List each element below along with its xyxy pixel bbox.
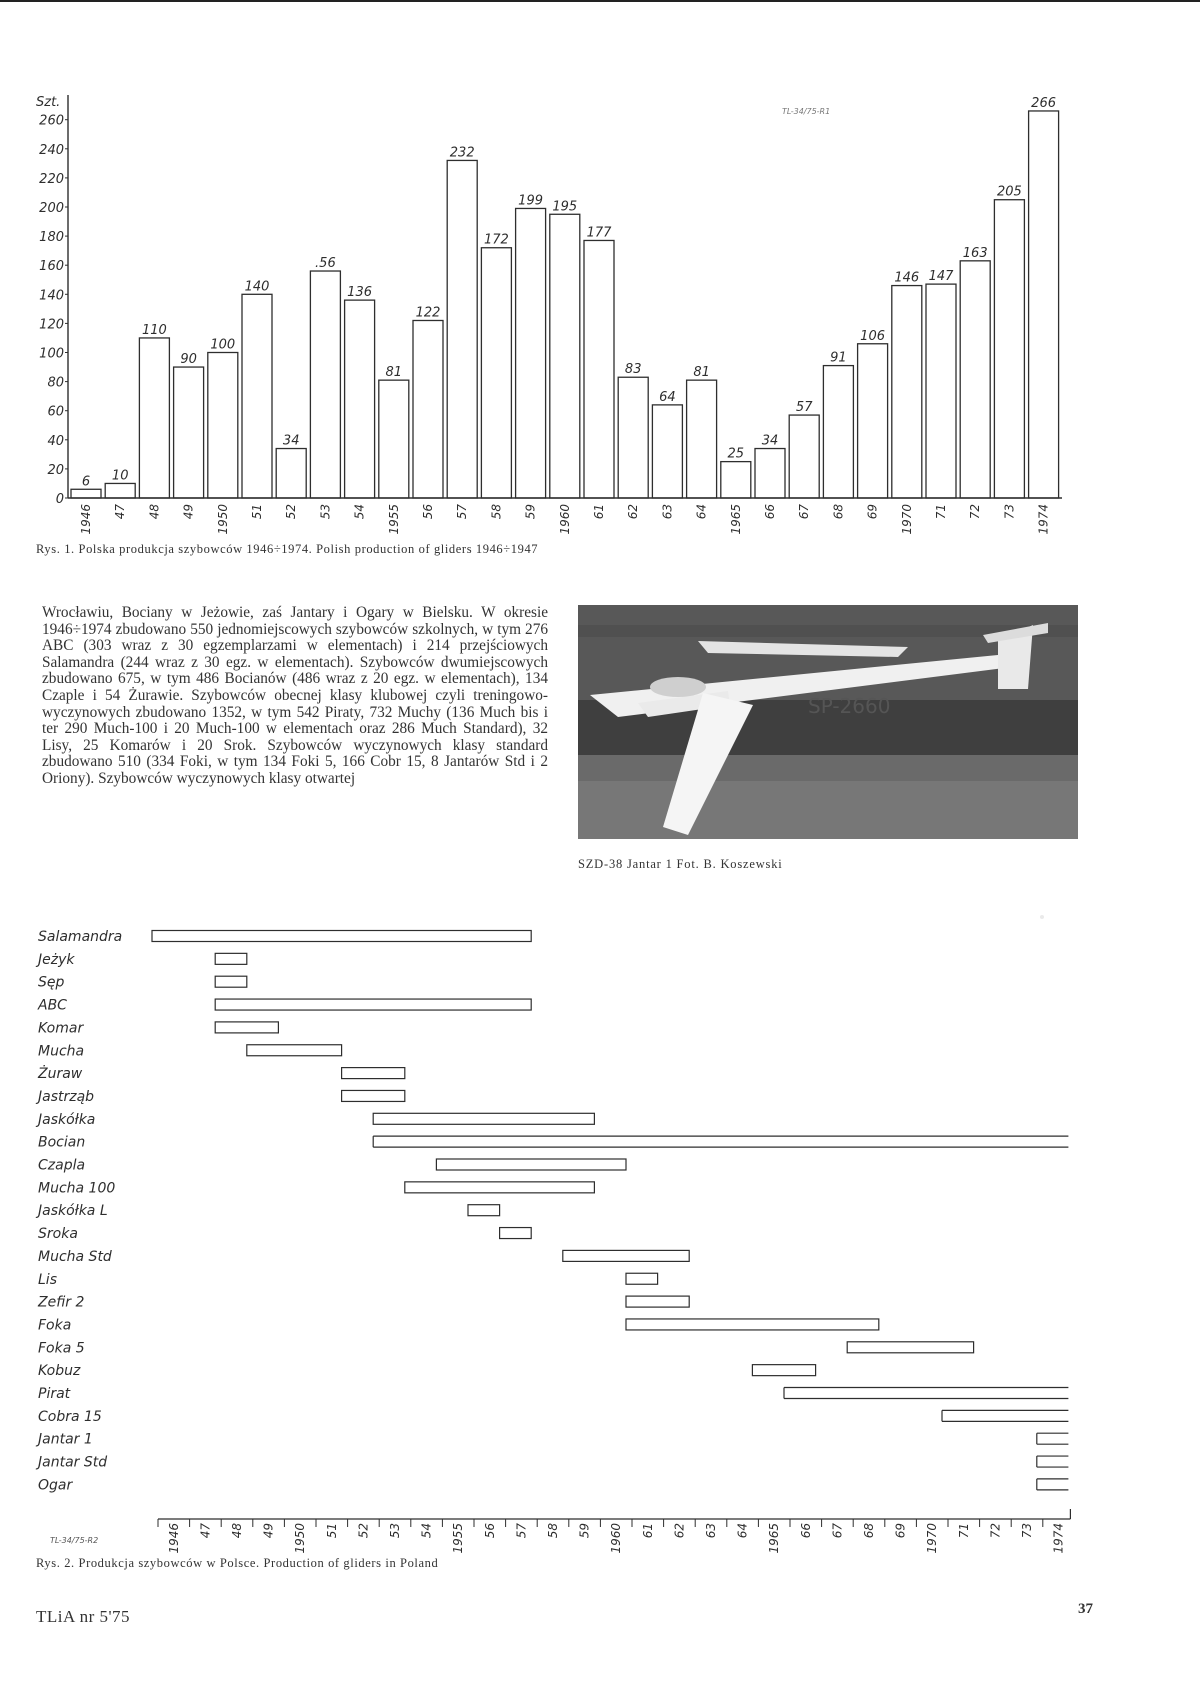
x-tick-label: 67 bbox=[797, 504, 812, 520]
row-label: Foka bbox=[38, 1317, 72, 1334]
bar bbox=[105, 483, 135, 498]
row-label: Jaskółka bbox=[38, 1111, 96, 1128]
bar-value-label: 110 bbox=[141, 322, 167, 338]
period-bar bbox=[405, 1182, 595, 1193]
bar-value-label: 25 bbox=[727, 446, 745, 462]
bar bbox=[755, 449, 785, 498]
figure1-caption-prefix: Rys. 1. bbox=[36, 542, 75, 556]
period-bar bbox=[500, 1228, 532, 1239]
bar bbox=[721, 462, 751, 498]
period-bar bbox=[215, 976, 247, 987]
row-label: Jantar 1 bbox=[38, 1431, 93, 1448]
period-bar bbox=[215, 953, 247, 964]
x-tick-label: 1960 bbox=[557, 504, 572, 535]
y-tick-label: 140 bbox=[39, 288, 64, 304]
row-label: Czapla bbox=[38, 1157, 86, 1174]
bar-value-label: 146 bbox=[894, 270, 920, 286]
y-tick-label: 40 bbox=[47, 433, 64, 449]
time-tick-label: 58 bbox=[546, 1523, 560, 1539]
time-tick-label: 48 bbox=[230, 1523, 244, 1539]
photo-caption: SZD-38 Jantar 1 Fot. B. Koszewski bbox=[578, 857, 783, 871]
x-tick-label: 58 bbox=[489, 504, 504, 520]
time-tick-label: 63 bbox=[704, 1523, 718, 1539]
row-label: Sęp bbox=[38, 974, 65, 991]
period-bar bbox=[215, 999, 531, 1010]
row-label: Jeżyk bbox=[38, 951, 75, 968]
x-tick-label: 52 bbox=[284, 504, 299, 520]
bar bbox=[276, 449, 306, 498]
bar bbox=[858, 344, 888, 498]
bar-value-label: 10 bbox=[111, 468, 129, 484]
time-tick-label: 1970 bbox=[925, 1523, 940, 1554]
bar bbox=[345, 300, 375, 498]
figure1-caption-text: Polska produkcja szybowców 1946÷1974. Polish production of gliders 1946÷1947 bbox=[78, 542, 539, 556]
bar-value-label: 205 bbox=[996, 184, 1022, 200]
bar bbox=[516, 208, 546, 498]
bar bbox=[652, 405, 682, 498]
bar bbox=[139, 338, 169, 498]
x-tick-label: 66 bbox=[763, 504, 777, 520]
time-tick-label: 49 bbox=[261, 1523, 276, 1539]
bar-value-label: 34 bbox=[761, 433, 779, 449]
bar-value-label: 147 bbox=[928, 269, 954, 285]
glider-photo-image bbox=[578, 605, 1078, 839]
x-tick-label: 57 bbox=[455, 504, 470, 520]
bar bbox=[823, 366, 853, 498]
bar-value-label: 81 bbox=[385, 365, 403, 381]
bar-value-label: 232 bbox=[449, 145, 475, 161]
page-number: 37 bbox=[1078, 1601, 1093, 1617]
x-tick-label: 51 bbox=[250, 504, 264, 520]
time-tick-label: 1955 bbox=[451, 1523, 466, 1554]
period-bar bbox=[342, 1068, 405, 1079]
y-tick-label: 120 bbox=[39, 317, 64, 333]
time-tick-label: 72 bbox=[988, 1523, 1003, 1539]
time-tick-label: 64 bbox=[735, 1523, 750, 1539]
row-label: Foka 5 bbox=[38, 1340, 85, 1357]
bar-value-label: 81 bbox=[693, 365, 710, 381]
figure1-code: TL-34/75-R1 bbox=[782, 107, 831, 116]
y-axis-label: Szt. bbox=[36, 95, 61, 110]
bar bbox=[447, 160, 477, 498]
x-tick-label: 54 bbox=[352, 504, 367, 520]
bar-value-label: .56 bbox=[315, 256, 336, 272]
x-tick-label: 56 bbox=[421, 504, 435, 520]
bar bbox=[994, 200, 1024, 498]
bar-value-label: 177 bbox=[586, 225, 612, 241]
top-rule bbox=[0, 0, 1200, 2]
bar-value-label: 136 bbox=[347, 285, 373, 301]
x-tick-label: 1974 bbox=[1036, 504, 1051, 535]
bar-value-label: 64 bbox=[659, 389, 676, 405]
x-tick-label: 64 bbox=[694, 504, 709, 520]
period-bar bbox=[247, 1045, 342, 1056]
period-bar bbox=[468, 1205, 500, 1216]
time-tick-label: 59 bbox=[577, 1523, 592, 1539]
bar bbox=[892, 286, 922, 498]
row-label: Mucha bbox=[38, 1043, 85, 1060]
x-tick-label: 71 bbox=[934, 504, 948, 520]
bar bbox=[618, 377, 648, 498]
time-tick-label: 57 bbox=[514, 1523, 529, 1539]
production-periods-chart bbox=[0, 905, 1100, 1555]
x-tick-label: 62 bbox=[626, 504, 641, 520]
time-tick-label: 73 bbox=[1020, 1523, 1034, 1539]
row-label: ABC bbox=[38, 997, 67, 1014]
y-tick-label: 260 bbox=[39, 113, 64, 129]
bar-value-label: 140 bbox=[244, 279, 270, 295]
x-tick-label: 1946 bbox=[79, 504, 93, 535]
x-tick-label: 1970 bbox=[899, 504, 914, 535]
row-label: Jaskółka L bbox=[38, 1203, 108, 1220]
row-label: Zefir 2 bbox=[38, 1294, 85, 1311]
time-tick-label: 67 bbox=[830, 1523, 845, 1539]
time-tick-label: 1965 bbox=[767, 1523, 782, 1554]
row-label: Lis bbox=[38, 1271, 57, 1288]
bar bbox=[481, 248, 511, 498]
period-bar bbox=[626, 1273, 658, 1284]
bar bbox=[789, 415, 819, 498]
x-tick-label: 59 bbox=[523, 504, 538, 520]
x-tick-label: 68 bbox=[831, 504, 846, 520]
period-bar bbox=[626, 1319, 879, 1330]
row-label: Sroka bbox=[38, 1226, 78, 1243]
bar-value-label: 34 bbox=[282, 433, 300, 449]
period-bar bbox=[152, 931, 531, 942]
row-label: Komar bbox=[38, 1020, 84, 1037]
row-label: Salamandra bbox=[38, 929, 123, 945]
y-tick-label: 160 bbox=[39, 259, 64, 275]
row-label: Żuraw bbox=[38, 1066, 83, 1083]
y-tick-label: 220 bbox=[39, 171, 64, 187]
x-tick-label: 1965 bbox=[728, 504, 743, 535]
journal-footer: TLiA nr 5'75 bbox=[36, 1607, 131, 1626]
time-tick-label: 68 bbox=[862, 1523, 876, 1539]
time-tick-label: 47 bbox=[198, 1523, 213, 1539]
period-bar bbox=[373, 1113, 594, 1124]
bar-value-label: 266 bbox=[1031, 95, 1057, 111]
time-tick-label: 1950 bbox=[293, 1523, 308, 1554]
bar bbox=[208, 353, 238, 499]
time-tick-label: 52 bbox=[356, 1523, 371, 1539]
x-tick-label: 72 bbox=[968, 504, 983, 520]
bar bbox=[310, 271, 340, 498]
bar bbox=[926, 284, 956, 498]
figure2-caption-text: Produkcja szybowców w Polsce. Production of gliders in Poland bbox=[78, 1556, 439, 1570]
bar bbox=[174, 367, 204, 498]
bar bbox=[379, 380, 409, 498]
time-tick-label: 1974 bbox=[1051, 1523, 1066, 1554]
x-tick-label: 73 bbox=[1002, 504, 1017, 520]
row-label: Jastrząb bbox=[38, 1088, 95, 1105]
y-tick-label: 20 bbox=[47, 462, 64, 478]
time-tick-label: 53 bbox=[388, 1523, 402, 1539]
y-tick-label: 240 bbox=[39, 142, 64, 158]
bar bbox=[413, 320, 443, 498]
bar-value-label: 6 bbox=[81, 474, 91, 490]
row-label: Bocian bbox=[38, 1134, 86, 1151]
bar-value-label: 163 bbox=[962, 245, 988, 261]
production-bar-chart bbox=[0, 80, 1100, 540]
period-bar bbox=[342, 1090, 405, 1101]
bar-value-label: 91 bbox=[830, 350, 847, 366]
bar-value-label: 57 bbox=[795, 400, 813, 416]
time-tick-label: 62 bbox=[672, 1523, 687, 1539]
y-tick-label: 180 bbox=[39, 230, 64, 246]
y-tick-label: 0 bbox=[55, 492, 64, 507]
x-tick-label: 49 bbox=[181, 504, 196, 520]
period-bar bbox=[626, 1296, 689, 1307]
x-tick-label: 1955 bbox=[386, 504, 401, 535]
y-tick-label: 60 bbox=[47, 404, 64, 420]
bar bbox=[550, 214, 580, 498]
bar bbox=[71, 489, 101, 498]
time-tick-label: 69 bbox=[893, 1523, 908, 1539]
figure1-caption bbox=[36, 542, 538, 557]
x-tick-label: 61 bbox=[592, 504, 606, 520]
row-label: Mucha Std bbox=[38, 1248, 112, 1265]
bar-value-label: 100 bbox=[210, 337, 236, 353]
x-tick-label: 1950 bbox=[215, 504, 230, 535]
row-label: Cobra 15 bbox=[38, 1408, 102, 1425]
x-tick-label: 47 bbox=[113, 504, 128, 520]
x-tick-label: 69 bbox=[865, 504, 880, 520]
time-tick-label: 54 bbox=[419, 1523, 434, 1539]
bar-value-label: 106 bbox=[860, 328, 886, 344]
time-tick-label: 66 bbox=[798, 1523, 813, 1539]
row-label: Ogar bbox=[38, 1477, 73, 1494]
time-tick-label: 1946 bbox=[166, 1523, 181, 1554]
row-label: Pirat bbox=[38, 1386, 71, 1402]
period-bar bbox=[215, 1022, 278, 1033]
bar bbox=[960, 261, 990, 498]
glider-photo bbox=[578, 605, 1078, 839]
bar-value-label: 195 bbox=[552, 199, 578, 215]
bar-value-label: 172 bbox=[483, 232, 509, 248]
article-text: Wrocławiu, Bociany w Jeżowie, zaś Jantary i Ogary w Bielsku. W okresie 1946÷1974 zbudowano 550 jednomiejscowych szybowców szkolnych, w tym 276 ABC (303 wraz z 30 egzemplarzami w elementach) i 214 przejściowych Salamandra (244 wraz z 30 egz. w elementach). Szybowców dwumiejscowych zbudowano 675, w tym 486 Bocianów (486 wraz z 20 egz. w elementach), 134 Czaple i 54 Żurawie. Szybowców obecnej klasy klubowej czyli treningowo-wyczynowych zbudowano 1352, w tym 542 Piraty, 732 Muchy (136 Much bis i ter 290 Much-100 i 20 Much-100 w elementach oraz 286 Much Standard), 32 Lisy, 25 Komarów i 20 Srok. Szybowców wyczynowych klasy standard zbudowano 510 (334 Foki, w tym 134 Foki 5, 166 Cobr 15, 8 Jantarów Std i 2 Oriony). Szybowców wyczynowych klasy otwartej bbox=[42, 604, 548, 787]
bar-value-label: 90 bbox=[180, 352, 197, 368]
row-label: Jantar Std bbox=[38, 1454, 108, 1471]
bar bbox=[687, 380, 717, 498]
time-tick-label: 51 bbox=[324, 1523, 339, 1539]
figure2-caption bbox=[36, 1556, 438, 1571]
time-tick-label: 56 bbox=[482, 1523, 497, 1539]
y-tick-label: 80 bbox=[47, 375, 64, 391]
bar-value-label: 199 bbox=[518, 193, 544, 209]
bar-value-label: 83 bbox=[624, 362, 642, 378]
x-tick-label: 53 bbox=[318, 504, 333, 520]
glider-registration: SP-2660 bbox=[808, 694, 891, 718]
time-tick-label: 71 bbox=[956, 1523, 971, 1539]
time-tick-label: 1960 bbox=[609, 1523, 624, 1554]
period-bar bbox=[752, 1365, 815, 1376]
period-bar bbox=[436, 1159, 626, 1170]
y-tick-label: 100 bbox=[39, 346, 64, 362]
y-tick-label: 200 bbox=[39, 201, 64, 216]
bar bbox=[584, 240, 614, 498]
period-bar bbox=[847, 1342, 973, 1353]
bar bbox=[1029, 111, 1059, 498]
figure2-caption-prefix: Rys. 2. bbox=[36, 1556, 75, 1570]
figure2-code: TL-34/75-R2 bbox=[50, 1536, 99, 1545]
bar bbox=[242, 294, 272, 498]
bar-value-label: 122 bbox=[415, 305, 441, 321]
time-tick-label: 61 bbox=[640, 1523, 655, 1539]
row-label: Mucha 100 bbox=[38, 1180, 116, 1197]
row-label: Kobuz bbox=[38, 1363, 81, 1380]
period-bar bbox=[563, 1250, 689, 1261]
print-speck bbox=[1040, 915, 1044, 919]
x-tick-label: 48 bbox=[147, 504, 162, 520]
x-tick-label: 63 bbox=[660, 504, 675, 520]
